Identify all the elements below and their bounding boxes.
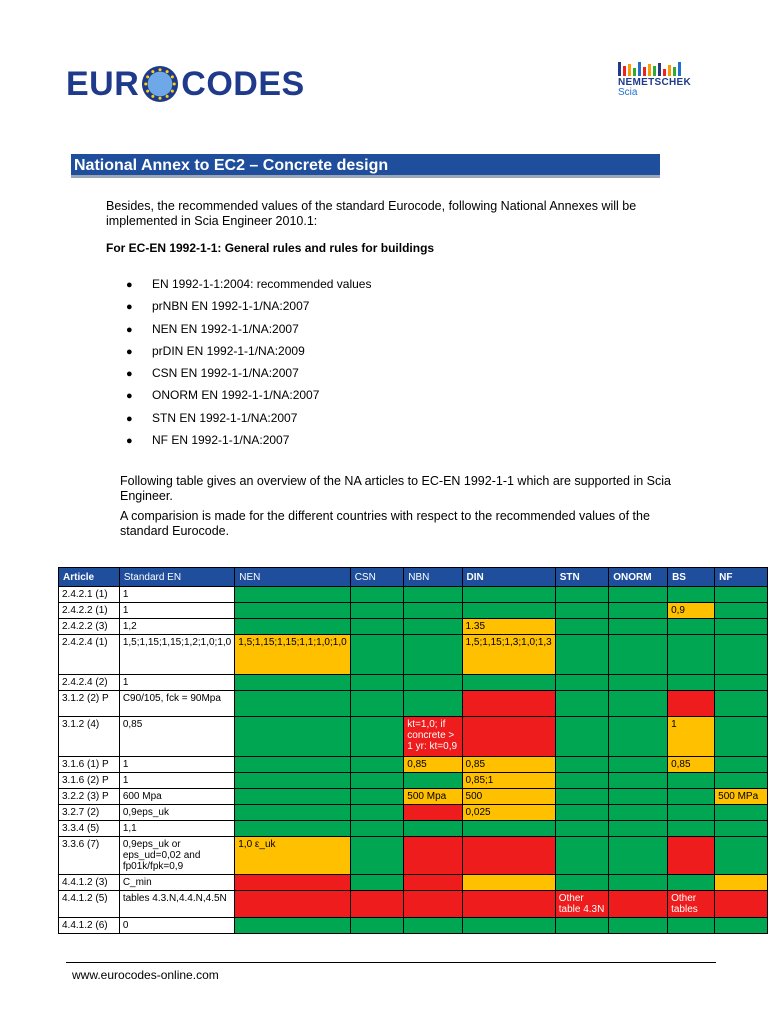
country-value-cell	[609, 757, 668, 773]
standard-value-cell: 0	[119, 918, 234, 934]
article-cell: 3.1.2 (4)	[59, 717, 120, 757]
table-row	[59, 789, 768, 805]
country-value-cell	[715, 757, 768, 773]
country-value-cell	[235, 805, 350, 821]
country-value-cell	[462, 603, 555, 619]
standard-value-cell: 1,5;1,15;1,15;1,2;1,0;1,0	[119, 635, 234, 675]
column-header: STN	[555, 568, 608, 587]
article-cell: 4.4.1.2 (3)	[59, 875, 120, 891]
country-value-cell: 0,85	[404, 757, 462, 773]
page-title: National Annex to EC2 – Concrete design	[71, 154, 660, 178]
column-header: ONORM	[609, 568, 668, 587]
column-header: NBN	[404, 568, 462, 587]
table-row	[59, 875, 768, 891]
country-value-cell	[462, 675, 555, 691]
country-value-cell	[715, 603, 768, 619]
country-value-cell: 500 MPa	[715, 789, 768, 805]
country-value-cell	[609, 619, 668, 635]
article-cell: 2.4.2.2 (3)	[59, 619, 120, 635]
country-value-cell	[462, 821, 555, 837]
country-value-cell	[609, 635, 668, 675]
country-value-cell	[668, 875, 715, 891]
country-value-cell	[609, 603, 668, 619]
country-value-cell	[555, 837, 608, 875]
country-value-cell	[235, 891, 350, 918]
country-value-cell	[404, 821, 462, 837]
country-value-cell	[462, 918, 555, 934]
country-value-cell	[350, 805, 404, 821]
country-value-cell	[555, 691, 608, 717]
country-value-cell	[235, 789, 350, 805]
country-value-cell	[668, 691, 715, 717]
table-row	[59, 603, 768, 619]
country-value-cell	[555, 821, 608, 837]
country-value-cell	[555, 635, 608, 675]
list-item: ● EN 1992-1-1:2004: recommended values	[126, 277, 372, 291]
table-row	[59, 837, 768, 875]
standard-value-cell: C90/105, fck = 90Mpa	[119, 691, 234, 717]
country-value-cell	[235, 821, 350, 837]
country-value-cell	[462, 691, 555, 717]
country-value-cell	[668, 635, 715, 675]
article-cell: 2.4.2.4 (1)	[59, 635, 120, 675]
country-value-cell	[715, 891, 768, 918]
article-cell: 3.3.6 (7)	[59, 837, 120, 875]
list-item: ● prNBN EN 1992-1-1/NA:2007	[126, 299, 310, 314]
country-value-cell	[668, 789, 715, 805]
country-value-cell: 500 Mpa	[404, 789, 462, 805]
table-row	[59, 821, 768, 837]
country-value-cell: 0,85;1	[462, 773, 555, 789]
table-row	[59, 691, 768, 717]
article-cell: 3.3.4 (5)	[59, 821, 120, 837]
list-item: ● NF EN 1992-1-1/NA:2007	[126, 433, 290, 448]
standard-value-cell: 1,2	[119, 619, 234, 635]
footer-divider	[66, 962, 716, 963]
country-value-cell	[555, 789, 608, 805]
country-value-cell	[350, 773, 404, 789]
country-value-cell	[609, 805, 668, 821]
column-header: DIN	[462, 568, 555, 587]
country-value-cell	[350, 918, 404, 934]
standard-value-cell: tables 4.3.N,4.4.N,4.5N	[119, 891, 234, 918]
country-value-cell	[715, 619, 768, 635]
article-cell: 3.1.2 (2) P	[59, 691, 120, 717]
country-value-cell: 1,0 ε_uk	[235, 837, 350, 875]
comparison-paragraph: A comparision is made for the different countries with respect to the recommended values of the standard Eurocode.	[120, 509, 650, 538]
standard-value-cell: 1,1	[119, 821, 234, 837]
article-cell: 3.1.6 (2) P	[59, 773, 120, 789]
country-value-cell	[555, 805, 608, 821]
country-value-cell	[350, 821, 404, 837]
country-value-cell	[609, 773, 668, 789]
standard-value-cell: 0,85	[119, 717, 234, 757]
country-value-cell	[715, 918, 768, 934]
country-value-cell	[350, 603, 404, 619]
country-value-cell	[555, 717, 608, 757]
country-value-cell	[668, 821, 715, 837]
column-header: Standard EN	[119, 568, 234, 587]
country-value-cell	[715, 587, 768, 603]
list-item: ● STN EN 1992-1-1/NA:2007	[126, 410, 298, 425]
country-value-cell	[715, 635, 768, 675]
country-value-cell	[350, 837, 404, 875]
table-header-row	[59, 568, 768, 587]
country-value-cell	[404, 875, 462, 891]
country-value-cell	[668, 773, 715, 789]
table-row	[59, 918, 768, 934]
standard-value-cell: 600 Mpa	[119, 789, 234, 805]
country-value-cell	[609, 875, 668, 891]
country-value-cell	[715, 773, 768, 789]
country-value-cell	[235, 717, 350, 757]
country-value-cell	[235, 587, 350, 603]
partner-sub: Scia	[618, 87, 638, 98]
country-value-cell	[235, 619, 350, 635]
country-value-cell	[609, 837, 668, 875]
country-value-cell: 500	[462, 789, 555, 805]
article-cell: 3.2.7 (2)	[59, 805, 120, 821]
country-value-cell	[404, 635, 462, 675]
column-header: BS	[668, 568, 715, 587]
country-value-cell: 1	[668, 717, 715, 757]
country-value-cell: Other table 4.3N	[555, 891, 608, 918]
table-row	[59, 619, 768, 635]
standard-value-cell: 1	[119, 773, 234, 789]
country-value-cell	[555, 675, 608, 691]
table-row	[59, 717, 768, 757]
country-value-cell	[609, 891, 668, 918]
country-value-cell	[404, 619, 462, 635]
country-value-cell: 1,5;1,15;1,3;1,0;1,3	[462, 635, 555, 675]
country-value-cell	[350, 875, 404, 891]
logo-text-left: EUR	[66, 64, 140, 103]
table-row	[59, 805, 768, 821]
country-value-cell	[715, 717, 768, 757]
standard-value-cell: 0,9eps_uk	[119, 805, 234, 821]
country-value-cell: 0,85	[668, 757, 715, 773]
table-row	[59, 635, 768, 675]
table-body	[59, 587, 768, 934]
list-item: ● CSN EN 1992-1-1/NA:2007	[126, 366, 299, 381]
subheading: For EC-EN 1992-1-1: General rules and rules for buildings	[106, 241, 435, 255]
country-value-cell	[404, 918, 462, 934]
country-value-cell	[462, 875, 555, 891]
country-value-cell: 1.35	[462, 619, 555, 635]
country-value-cell	[555, 587, 608, 603]
standard-value-cell: 0,9eps_uk or eps_ud=0,02 and fp01k/fpk=0,9	[119, 837, 234, 875]
country-value-cell	[668, 918, 715, 934]
country-value-cell	[555, 773, 608, 789]
country-value-cell	[609, 918, 668, 934]
country-value-cell	[350, 717, 404, 757]
country-value-cell	[609, 789, 668, 805]
country-value-cell	[404, 773, 462, 789]
country-value-cell	[609, 587, 668, 603]
country-value-cell: Other tables	[668, 891, 715, 918]
country-value-cell	[555, 757, 608, 773]
country-value-cell: 1,5;1,15;1,15;1,1;1,0;1,0	[235, 635, 350, 675]
country-value-cell	[350, 675, 404, 691]
country-value-cell	[235, 773, 350, 789]
country-value-cell	[715, 805, 768, 821]
country-value-cell	[609, 717, 668, 757]
country-value-cell	[235, 691, 350, 717]
country-value-cell	[609, 821, 668, 837]
country-value-cell	[350, 757, 404, 773]
table-row	[59, 891, 768, 918]
column-header: NEN	[235, 568, 350, 587]
eu-stars-icon	[141, 65, 179, 103]
standard-value-cell: C_min	[119, 875, 234, 891]
country-value-cell	[404, 837, 462, 875]
country-value-cell	[555, 619, 608, 635]
country-value-cell	[350, 619, 404, 635]
barcode-icon	[618, 62, 708, 76]
table-row	[59, 773, 768, 789]
article-cell: 2.4.2.4 (2)	[59, 675, 120, 691]
country-value-cell	[668, 675, 715, 691]
article-cell: 3.1.6 (1) P	[59, 757, 120, 773]
country-value-cell	[404, 603, 462, 619]
annex-list	[126, 276, 371, 454]
country-value-cell: 0,85	[462, 757, 555, 773]
list-item: ● NEN EN 1992-1-1/NA:2007	[126, 321, 299, 336]
country-value-cell	[715, 821, 768, 837]
country-value-cell: 0,9	[668, 603, 715, 619]
country-value-cell	[404, 675, 462, 691]
column-header: Article	[59, 568, 120, 587]
country-value-cell	[404, 805, 462, 821]
country-value-cell	[350, 635, 404, 675]
country-value-cell	[715, 691, 768, 717]
list-item: ● ONORM EN 1992-1-1/NA:2007	[126, 388, 320, 403]
country-value-cell	[235, 757, 350, 773]
table-row	[59, 757, 768, 773]
country-value-cell	[235, 675, 350, 691]
country-value-cell	[462, 717, 555, 757]
standard-value-cell: 1	[119, 757, 234, 773]
na-comparison-table	[58, 567, 768, 934]
country-value-cell	[404, 587, 462, 603]
country-value-cell	[235, 875, 350, 891]
country-value-cell	[350, 587, 404, 603]
country-value-cell	[555, 603, 608, 619]
article-cell: 2.4.2.2 (1)	[59, 603, 120, 619]
standard-value-cell: 1	[119, 587, 234, 603]
country-value-cell	[715, 837, 768, 875]
standard-value-cell: 1	[119, 603, 234, 619]
country-value-cell	[462, 837, 555, 875]
article-cell: 3.2.2 (3) P	[59, 789, 120, 805]
country-value-cell: kt=1,0; if concrete > 1 yr: kt=0,9	[404, 717, 462, 757]
table-row	[59, 675, 768, 691]
table-intro-paragraph: Following table gives an overview of the NA articles to EC-EN 1992-1-1 which are supported in Scia Engineer.	[120, 474, 671, 503]
country-value-cell	[668, 619, 715, 635]
table-row	[59, 587, 768, 603]
country-value-cell	[235, 603, 350, 619]
country-value-cell	[715, 675, 768, 691]
country-value-cell	[555, 875, 608, 891]
column-header: CSN	[350, 568, 404, 587]
country-value-cell	[609, 675, 668, 691]
standard-value-cell: 1	[119, 675, 234, 691]
article-cell: 2.4.2.1 (1)	[59, 587, 120, 603]
country-value-cell	[462, 891, 555, 918]
country-value-cell	[668, 837, 715, 875]
country-value-cell	[715, 875, 768, 891]
nemetschek-logo	[618, 62, 708, 108]
country-value-cell	[235, 918, 350, 934]
column-header: NF	[715, 568, 768, 587]
country-value-cell	[404, 691, 462, 717]
article-cell: 4.4.1.2 (5)	[59, 891, 120, 918]
country-value-cell	[668, 587, 715, 603]
country-value-cell	[350, 789, 404, 805]
partner-name: NEMETSCHEK	[618, 77, 692, 88]
article-cell: 4.4.1.2 (6)	[59, 918, 120, 934]
eurocodes-logo	[66, 62, 305, 106]
country-value-cell	[350, 691, 404, 717]
country-value-cell	[609, 691, 668, 717]
logo-text-right: CODES	[181, 64, 305, 103]
country-value-cell: 0,025	[462, 805, 555, 821]
list-item: ● prDIN EN 1992-1-1/NA:2009	[126, 343, 305, 358]
intro-paragraph: Besides, the recommended values of the standard Eurocode, following National Annexes will be implemented in Scia Engineer 2010.1:	[106, 199, 637, 228]
footer-url: www.eurocodes-online.com	[72, 968, 219, 982]
country-value-cell	[404, 891, 462, 918]
country-value-cell	[555, 918, 608, 934]
country-value-cell	[462, 587, 555, 603]
country-value-cell	[350, 891, 404, 918]
country-value-cell	[668, 805, 715, 821]
